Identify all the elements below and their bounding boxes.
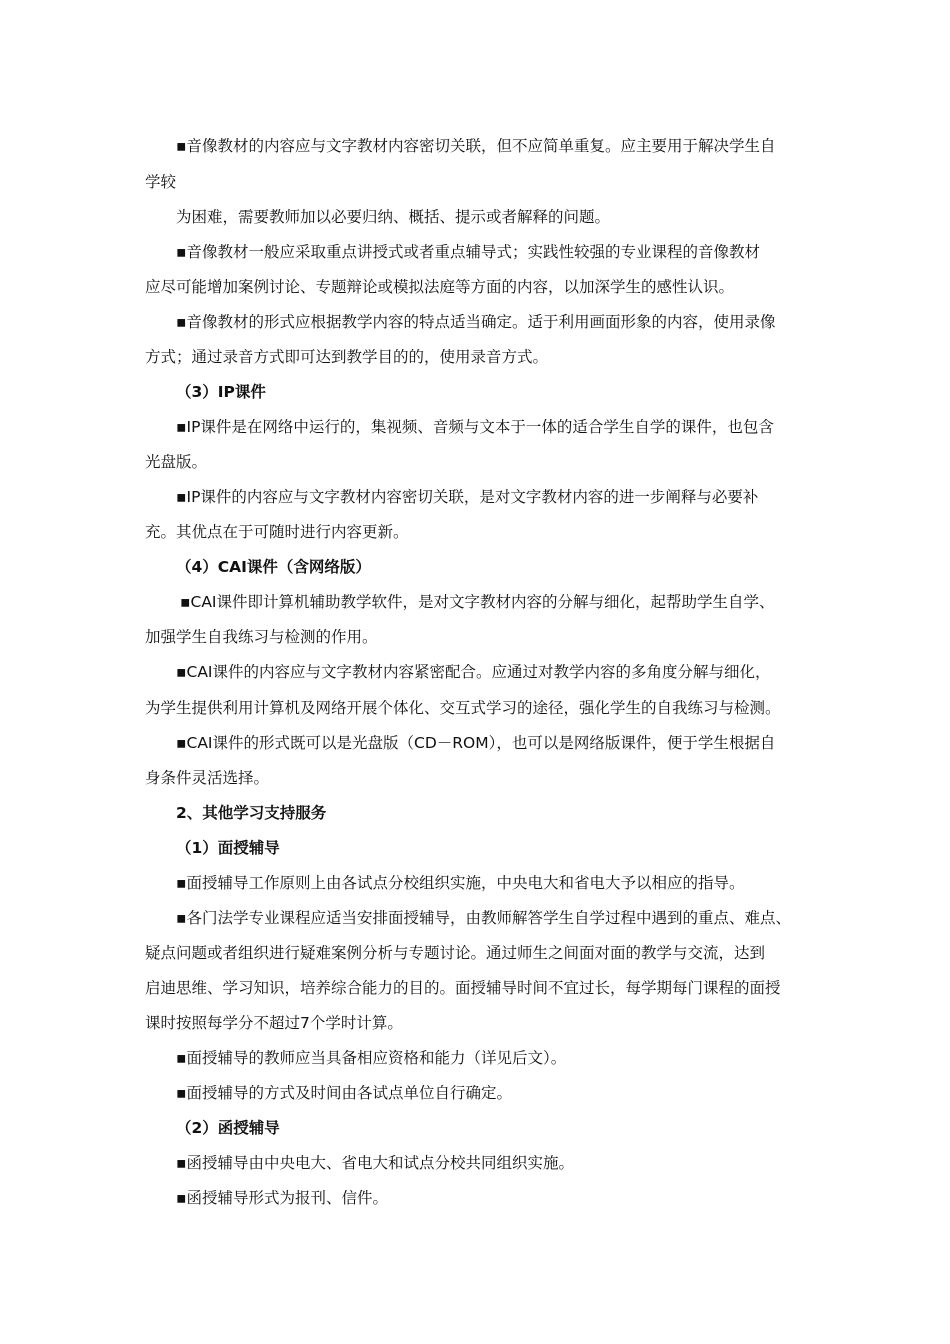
bullet-line: ▪CAI课件的形式既可以是光盘版（CD－ROM），也可以是网络版课件，便于学生根据自 bbox=[176, 734, 776, 752]
text-line: 身条件灵活选择。 bbox=[145, 769, 270, 787]
bullet-line: ▪函授辅导形式为报刊、信件。 bbox=[176, 1189, 389, 1207]
bullet-line: ▪各门法学专业课程应适当安排面授辅导，由教师解答学生自学过程中遇到的重点、难点、 bbox=[176, 909, 792, 927]
bullet-line: ▪音像教材一般应采取重点讲授式或者重点辅导式；实践性较强的专业课程的音像教材 bbox=[176, 243, 761, 261]
section-heading: （3）IP课件 bbox=[176, 383, 266, 401]
text-line: 学较 bbox=[145, 173, 177, 191]
bullet-line: ▪面授辅导的方式及时间由各试点单位自行确定。 bbox=[176, 1084, 513, 1102]
section-heading: 2、其他学习支持服务 bbox=[176, 804, 327, 822]
text-line: 充。其优点在于可随时进行内容更新。 bbox=[145, 523, 409, 541]
text-line: 为学生提供利用计算机及网络开展个体化、交互式学习的途径，强化学生的自我练习与检测。 bbox=[145, 699, 781, 717]
text-line: 光盘版。 bbox=[145, 453, 208, 471]
text-line: 课时按照每学分不超过7个学时计算。 bbox=[145, 1014, 403, 1032]
text-line: 应尽可能增加案例讨论、专题辩论或模拟法庭等方面的内容，以加深学生的感性认识。 bbox=[145, 278, 735, 296]
bullet-line: ▪面授辅导工作原则上由各试点分校组织实施，中央电大和省电大予以相应的指导。 bbox=[176, 874, 745, 892]
bullet-line: ▪音像教材的内容应与文字教材内容密切关联，但不应简单重复。应主要用于解决学生自 bbox=[176, 137, 776, 155]
bullet-line: ▪IP课件的内容应与文字教材内容密切关联，是对文字教材内容的进一步阐释与必要补 bbox=[176, 488, 759, 506]
bullet-line: ▪面授辅导的教师应当具备相应资格和能力（详见后文）。 bbox=[176, 1049, 567, 1067]
section-heading: （4）CAI课件（含网络版） bbox=[176, 558, 371, 576]
bullet-line: ▪CAI课件的内容应与文字教材内容紧密配合。应通过对教学内容的多角度分解与细化， bbox=[176, 663, 771, 681]
bullet-line: ▪函授辅导由中央电大、省电大和试点分校共同组织实施。 bbox=[176, 1154, 575, 1172]
text-line: 为困难，需要教师加以必要归纳、概括、提示或者解释的问题。 bbox=[176, 208, 611, 226]
bullet-line: ▪CAI课件即计算机辅助教学软件，是对文字教材内容的分解与细化，起帮助学生自学、 bbox=[180, 593, 775, 611]
text-line: 加强学生自我练习与检测的作用。 bbox=[145, 628, 378, 646]
bullet-line: ▪IP课件是在网络中运行的，集视频、音频与文本于一体的适合学生自学的课件，也包含 bbox=[176, 418, 774, 436]
section-heading: （1）面授辅导 bbox=[176, 839, 280, 857]
text-line: 疑点问题或者组织进行疑难案例分析与专题讨论。通过师生之间面对面的教学与交流，达到 bbox=[145, 944, 766, 962]
section-heading: （2）函授辅导 bbox=[176, 1119, 280, 1137]
text-line: 启迪思维、学习知识，培养综合能力的目的。面授辅导时间不宜过长，每学期每门课程的面授 bbox=[145, 979, 781, 997]
text-line: 方式；通过录音方式即可达到教学目的的，使用录音方式。 bbox=[145, 348, 549, 366]
bullet-line: ▪音像教材的形式应根据教学内容的特点适当确定。适于利用画面形象的内容，使用录像 bbox=[176, 313, 776, 331]
